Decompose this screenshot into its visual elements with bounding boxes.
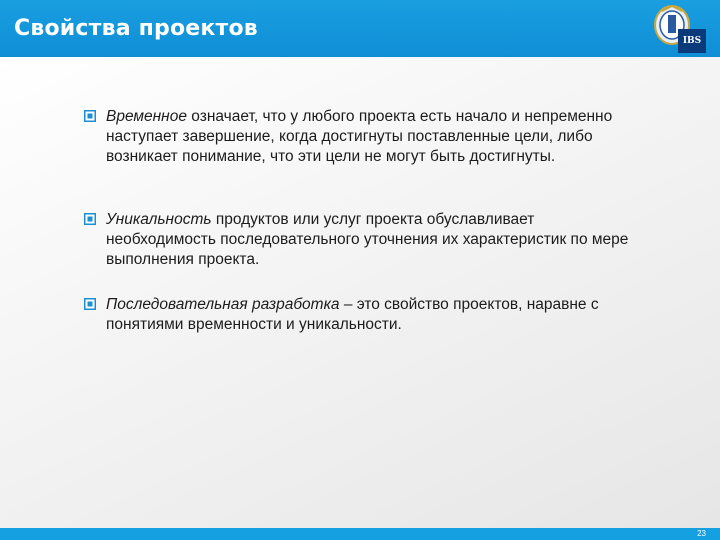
bullet-text (84, 107, 644, 167)
slide-footer (0, 528, 720, 540)
bullet-term: Уникальность (106, 211, 212, 228)
checkbox-bullet-icon (84, 213, 96, 225)
bullet-term: Временное (106, 108, 187, 125)
checkbox-bullet-icon (84, 298, 96, 310)
checkbox-bullet-icon (84, 110, 96, 122)
bullet-item (84, 107, 644, 167)
bullet-description: означает, что у любого проекта есть начало и непременно наступает завершение, когда достигнуты поставленные цели, либо возникает понимание, что эти цели не могут быть достигнуты. (106, 108, 613, 165)
university-logo (648, 3, 708, 55)
logo-badge: IBS (678, 29, 706, 53)
bullet-term: Последовательная разработка (106, 296, 340, 313)
slide-header (0, 0, 720, 57)
bullet-description: продуктов или услуг проекта обуславливает необходимость последовательного уточнения их характеристик по мере выполнения проекта. (106, 211, 629, 268)
bullet-item (84, 295, 644, 335)
bullet-text (84, 210, 644, 270)
bullet-item (84, 210, 644, 270)
bullet-text (84, 295, 644, 335)
page-number: 23 (697, 529, 706, 538)
bullet-description: – это свойство проектов, наравне с понятиями временности и уникальности. (106, 296, 599, 333)
slide-title: Свойства проектов (14, 16, 258, 41)
